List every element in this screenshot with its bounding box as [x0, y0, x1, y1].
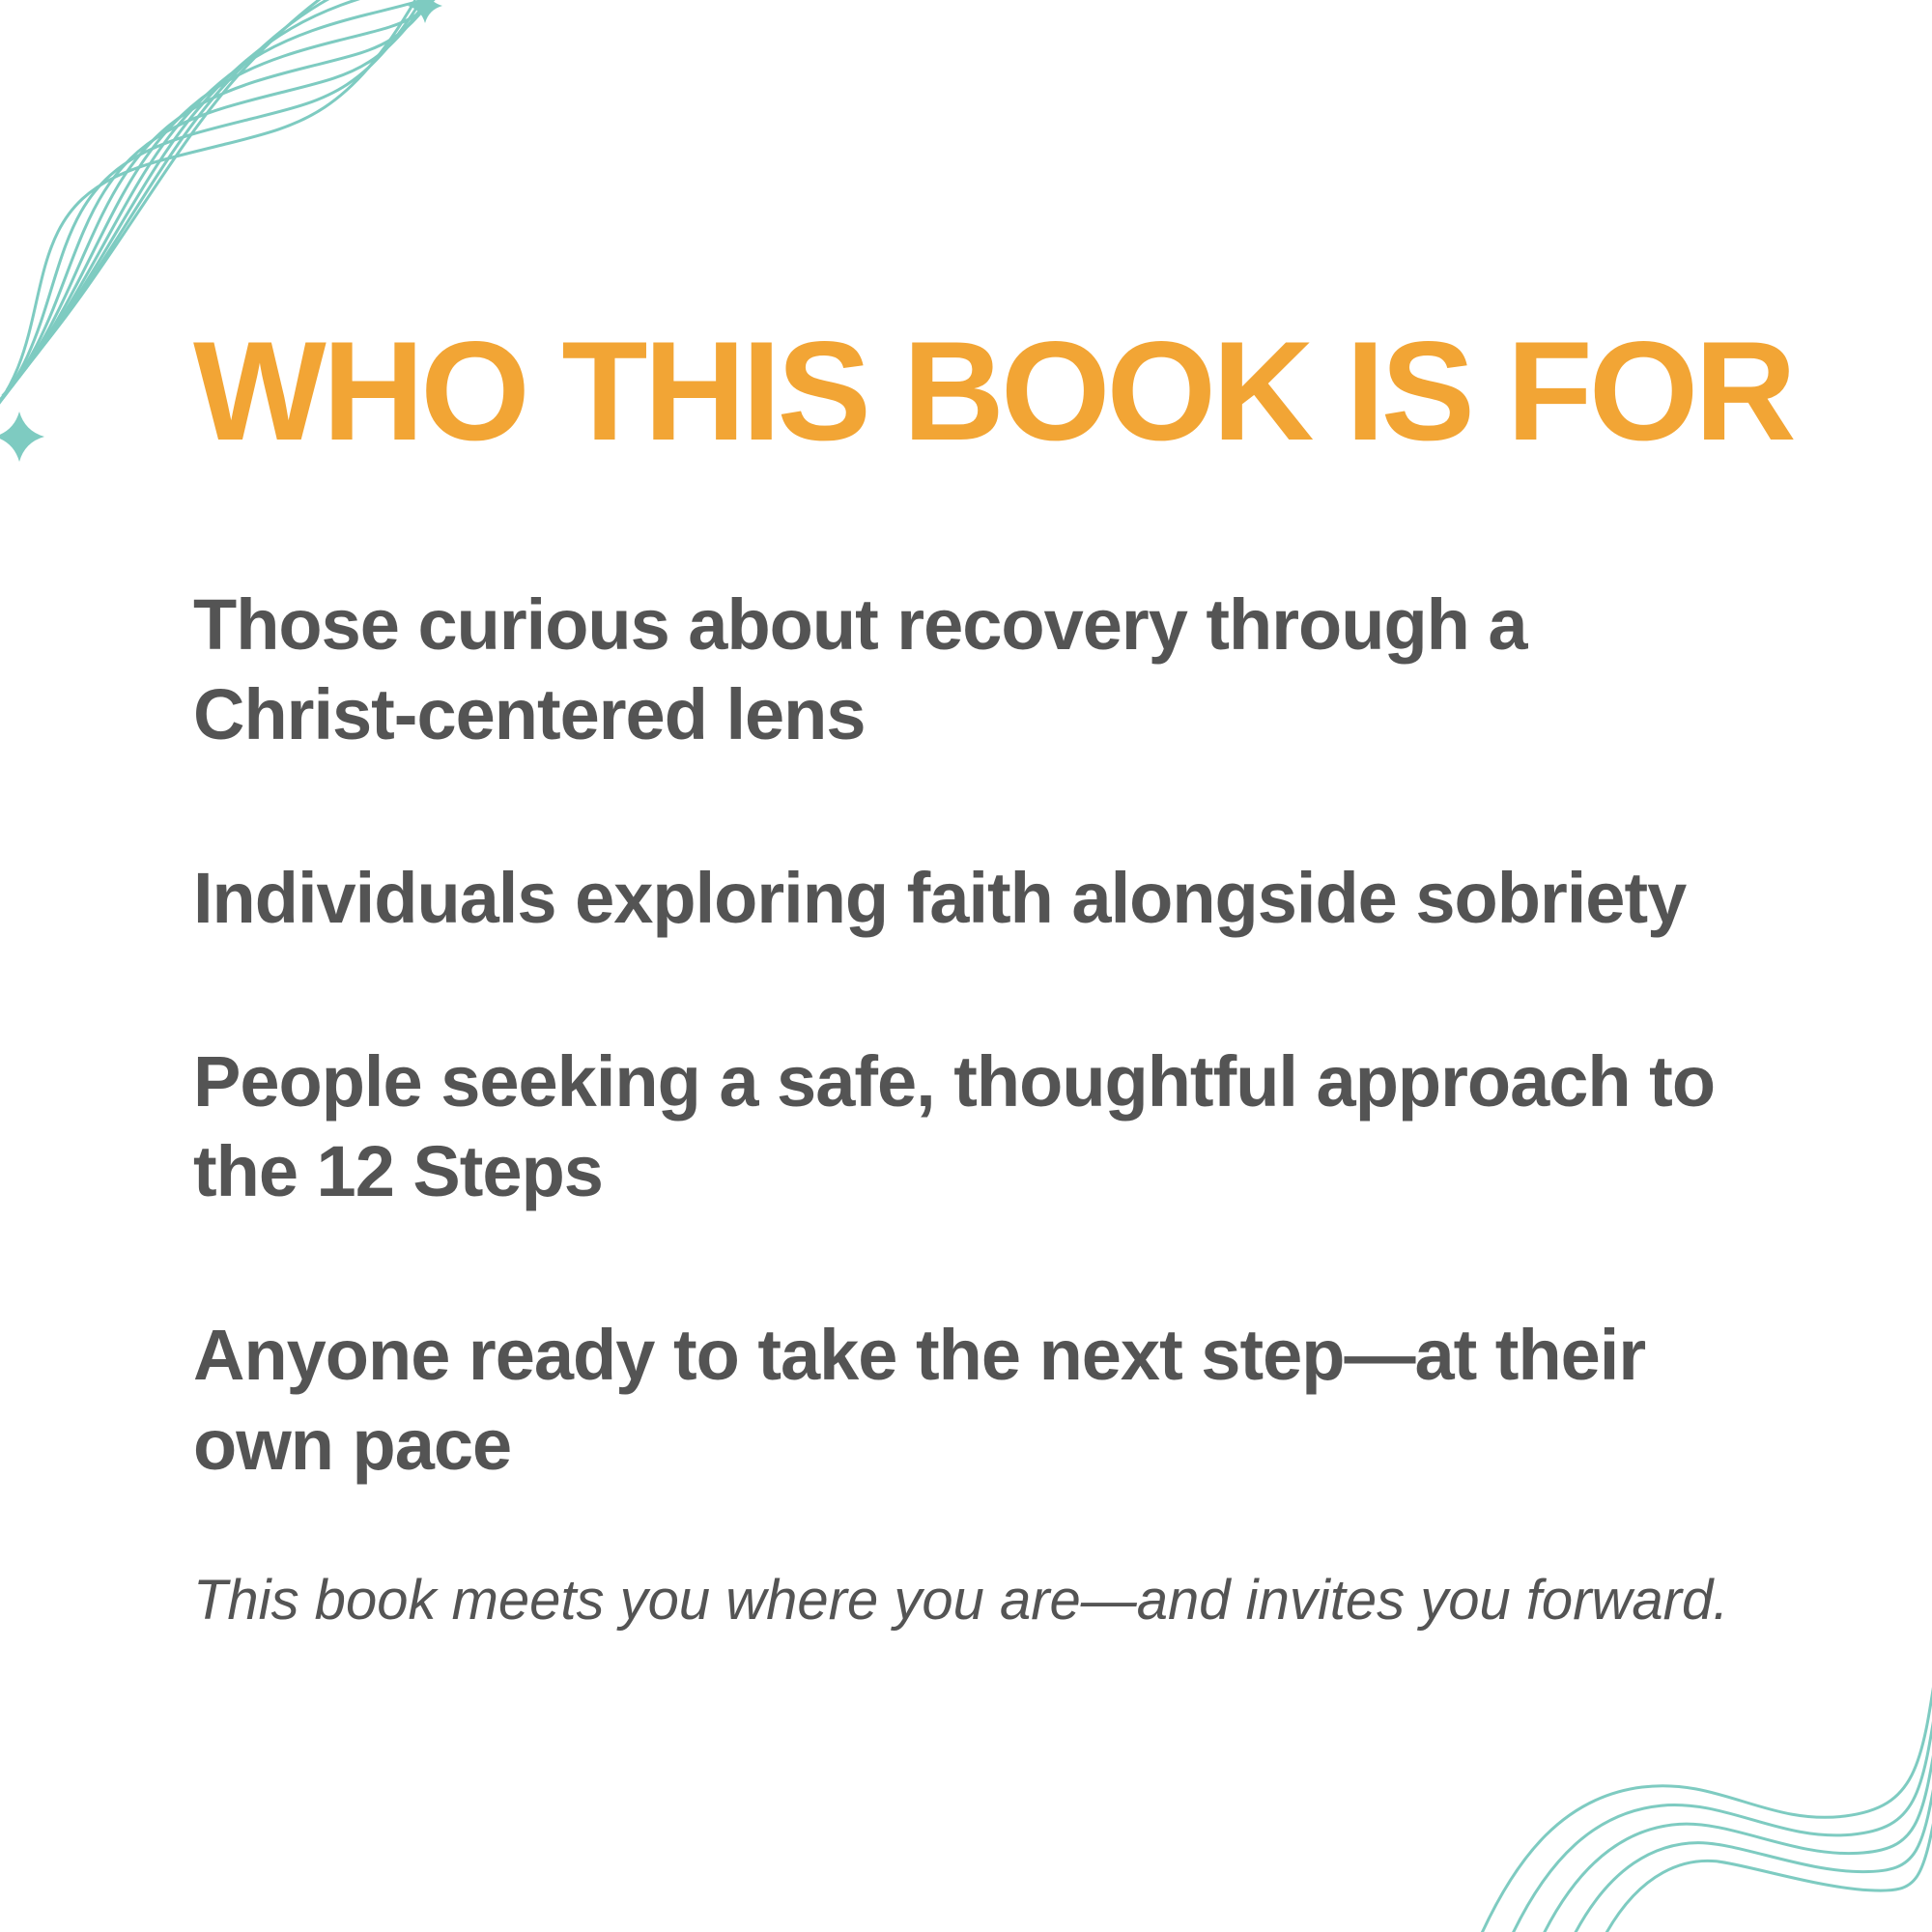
closing-statement: This book meets you where you are—and invites you forward.	[193, 1569, 1729, 1632]
audience-item: Individuals exploring faith alongside sobriety	[193, 858, 1687, 938]
wave-line	[1571, 1744, 1932, 1932]
wave-line	[1509, 1669, 1932, 1932]
page-title: WHO THIS BOOK IS FOR	[193, 312, 1793, 469]
wave-line	[1540, 1707, 1932, 1932]
audience-item: People seeking a safe, thoughtful approach to the 12 Steps	[193, 1041, 1716, 1211]
wave-line	[1602, 1781, 1932, 1932]
wave-lines-decoration-bottom-right	[1478, 1642, 1932, 1932]
sparkle-icon	[0, 412, 44, 462]
audience-list	[193, 580, 1758, 1583]
audience-item: Anyone ready to take the next step—at their own pace	[193, 1315, 1646, 1485]
wave-line	[1478, 1642, 1932, 1932]
audience-item: Those curious about recovery through a Christ-centered lens	[193, 584, 1527, 754]
sparkle-icon	[408, 0, 442, 23]
